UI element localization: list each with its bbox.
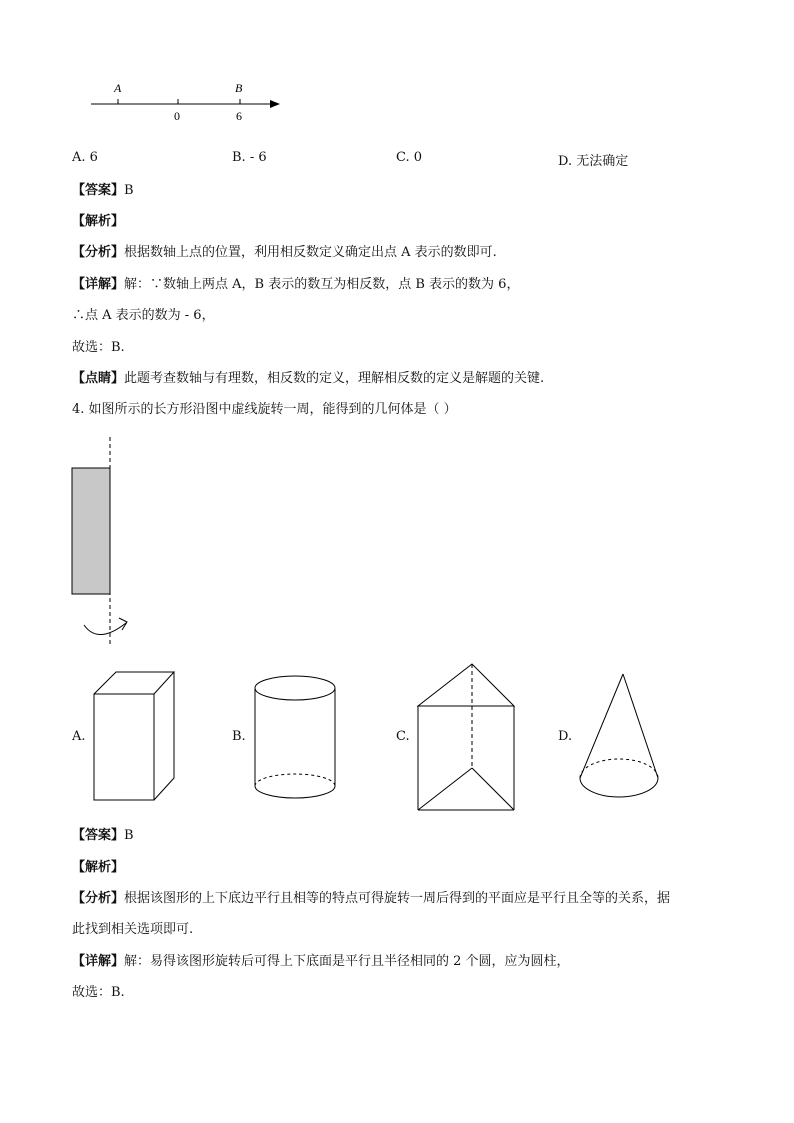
- option-c-triangular-prism: [410, 656, 520, 816]
- q3-comment: [72, 369, 544, 389]
- comment-tag: 【点睛】: [72, 371, 125, 386]
- answer-value: B: [124, 183, 134, 198]
- detail-text: 解：∵数轴上两点 A，B 表示的数互为相反数，点 B 表示的数为 6，: [124, 277, 520, 292]
- q4-select: 故选：B.: [72, 985, 125, 1000]
- point-b-label: B: [235, 81, 243, 95]
- answer-value: B: [124, 828, 134, 843]
- answer-tag: 【答案】: [72, 828, 125, 843]
- q3-option-b: B. - 6: [232, 150, 267, 165]
- q4-option-d-label: D.: [558, 729, 573, 744]
- option-b-cylinder: [250, 672, 342, 804]
- q3-select: 故选：B.: [72, 340, 125, 355]
- q4-option-b-label: B.: [232, 729, 246, 744]
- fenxi-tag: 【分析】: [72, 891, 125, 906]
- answer-tag: 【答案】: [72, 183, 125, 198]
- number-line-figure: [85, 76, 290, 126]
- point-a-label: A: [114, 81, 122, 95]
- rotation-arrow: [84, 623, 126, 635]
- q3-analysis-heading: [72, 212, 124, 232]
- q4-analysis-heading: [72, 858, 124, 878]
- q4-fenxi-line2: 此找到相关选项即可.: [72, 922, 194, 937]
- q3-option-c: C. 0: [396, 150, 423, 165]
- q3-option-a: A. 6: [72, 150, 98, 165]
- shaded-rectangle: [72, 468, 110, 594]
- arrow-head-icon: [270, 100, 280, 108]
- fenxi-text: 根据数轴上点的位置，利用相反数定义确定出点 A 表示的数即可.: [124, 245, 497, 260]
- option-a-cuboid: [88, 666, 183, 806]
- q4-detail: [72, 952, 570, 972]
- rotation-figure: [70, 435, 140, 650]
- q3-option-d: D. 无法确定: [558, 154, 629, 169]
- detail-tag: 【详解】: [72, 954, 125, 969]
- fenxi-tag: 【分析】: [72, 245, 125, 260]
- detail-text: 解：易得该图形旋转后可得上下底面是平行且半径相同的 2 个圆，应为圆柱，: [124, 954, 570, 969]
- analysis-tag: 【解析】: [72, 214, 125, 229]
- q4-option-a-label: A.: [72, 729, 86, 744]
- comment-text: 此题考查数轴与有理数，相反数的定义，理解相反数的定义是解题的关键.: [124, 371, 545, 386]
- q3-answer: [72, 181, 134, 201]
- q3-detail: [72, 275, 519, 295]
- q3-detail-line2: ∴点 A 表示的数为 - 6，: [72, 308, 215, 323]
- q4-option-c-label: C.: [396, 729, 410, 744]
- q3-fenxi: [72, 243, 497, 263]
- detail-tag: 【详解】: [72, 277, 125, 292]
- fenxi-text-line1: 根据该图形的上下底边平行且相等的特点可得旋转一周后得到的平面应是平行且全等的关系，据: [124, 891, 671, 906]
- q4-answer: [72, 826, 134, 846]
- tick-0-label: 0: [174, 109, 180, 123]
- q4-question: 4. 如图所示的长方形沿图中虚线旋转一周，能得到的几何体是（ ）: [72, 402, 457, 417]
- option-d-cone: [572, 668, 667, 804]
- analysis-tag: 【解析】: [72, 860, 125, 875]
- tick-6-label: 6: [236, 109, 242, 123]
- q4-fenxi: [72, 889, 670, 909]
- rotation-arrow-head-icon: [119, 618, 127, 630]
